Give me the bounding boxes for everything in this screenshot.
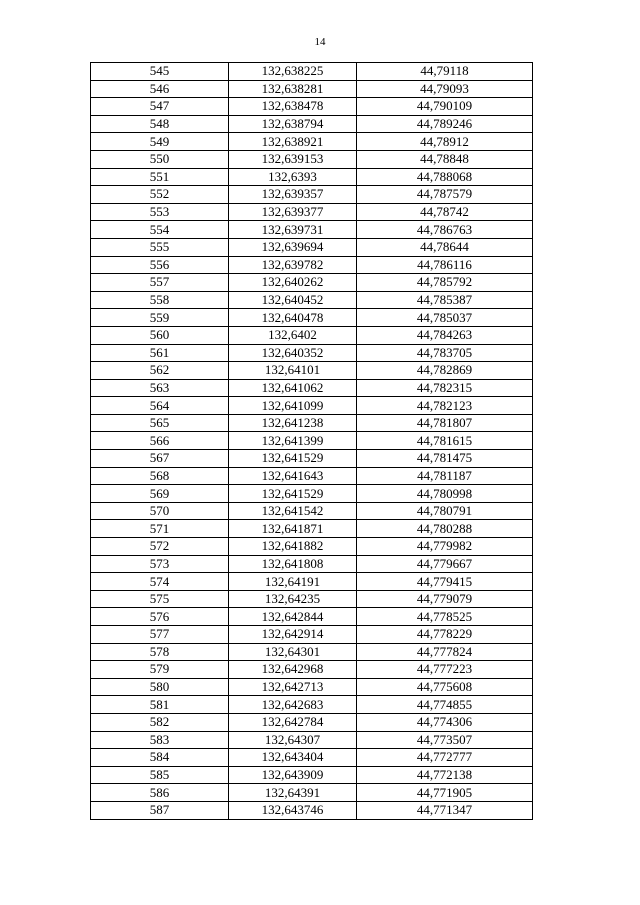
latitude-cell: 44,779415 xyxy=(357,573,533,591)
table-row xyxy=(91,784,533,802)
point-number-cell: 569 xyxy=(91,485,229,503)
point-number-cell: 576 xyxy=(91,608,229,626)
point-number-cell: 557 xyxy=(91,274,229,292)
table-row xyxy=(91,203,533,221)
latitude-cell: 44,788068 xyxy=(357,168,533,186)
point-number-cell: 547 xyxy=(91,98,229,116)
latitude-cell: 44,786763 xyxy=(357,221,533,239)
table-row xyxy=(91,713,533,731)
point-number-cell: 562 xyxy=(91,362,229,380)
table-row xyxy=(91,133,533,151)
longitude-cell: 132,641882 xyxy=(229,538,357,556)
longitude-cell: 132,639357 xyxy=(229,186,357,204)
table-row xyxy=(91,414,533,432)
latitude-cell: 44,772138 xyxy=(357,766,533,784)
latitude-cell: 44,789246 xyxy=(357,115,533,133)
latitude-cell: 44,78912 xyxy=(357,133,533,151)
point-number-cell: 586 xyxy=(91,784,229,802)
latitude-cell: 44,771347 xyxy=(357,801,533,819)
table-row xyxy=(91,678,533,696)
point-number-cell: 581 xyxy=(91,696,229,714)
table-row xyxy=(91,661,533,679)
longitude-cell: 132,642968 xyxy=(229,661,357,679)
point-number-cell: 551 xyxy=(91,168,229,186)
table-row xyxy=(91,274,533,292)
longitude-cell: 132,64101 xyxy=(229,362,357,380)
latitude-cell: 44,785792 xyxy=(357,274,533,292)
point-number-cell: 563 xyxy=(91,379,229,397)
table-row xyxy=(91,80,533,98)
table-row xyxy=(91,256,533,274)
latitude-cell: 44,78742 xyxy=(357,203,533,221)
point-number-cell: 552 xyxy=(91,186,229,204)
page-number: 14 xyxy=(314,36,326,48)
point-number-cell: 558 xyxy=(91,291,229,309)
point-number-cell: 548 xyxy=(91,115,229,133)
latitude-cell: 44,773507 xyxy=(357,731,533,749)
point-number-cell: 560 xyxy=(91,326,229,344)
table-row xyxy=(91,344,533,362)
table-row xyxy=(91,520,533,538)
point-number-cell: 574 xyxy=(91,573,229,591)
latitude-cell: 44,780998 xyxy=(357,485,533,503)
point-number-cell: 565 xyxy=(91,414,229,432)
longitude-cell: 132,638225 xyxy=(229,63,357,81)
point-number-cell: 573 xyxy=(91,555,229,573)
point-number-cell: 570 xyxy=(91,502,229,520)
longitude-cell: 132,639153 xyxy=(229,150,357,168)
longitude-cell: 132,64301 xyxy=(229,643,357,661)
longitude-cell: 132,640262 xyxy=(229,274,357,292)
table-row xyxy=(91,538,533,556)
point-number-cell: 579 xyxy=(91,661,229,679)
latitude-cell: 44,783705 xyxy=(357,344,533,362)
latitude-cell: 44,782123 xyxy=(357,397,533,415)
point-number-cell: 555 xyxy=(91,238,229,256)
point-number-cell: 554 xyxy=(91,221,229,239)
longitude-cell: 132,6402 xyxy=(229,326,357,344)
point-number-cell: 564 xyxy=(91,397,229,415)
point-number-cell: 585 xyxy=(91,766,229,784)
longitude-cell: 132,64191 xyxy=(229,573,357,591)
table-row xyxy=(91,731,533,749)
latitude-cell: 44,779079 xyxy=(357,590,533,608)
point-number-cell: 571 xyxy=(91,520,229,538)
point-number-cell: 580 xyxy=(91,678,229,696)
table-row xyxy=(91,98,533,116)
longitude-cell: 132,641399 xyxy=(229,432,357,450)
longitude-cell: 132,640452 xyxy=(229,291,357,309)
longitude-cell: 132,641238 xyxy=(229,414,357,432)
latitude-cell: 44,774855 xyxy=(357,696,533,714)
point-number-cell: 567 xyxy=(91,450,229,468)
latitude-cell: 44,78644 xyxy=(357,238,533,256)
longitude-cell: 132,641871 xyxy=(229,520,357,538)
point-number-cell: 550 xyxy=(91,150,229,168)
point-number-cell: 545 xyxy=(91,63,229,81)
latitude-cell: 44,781807 xyxy=(357,414,533,432)
table-row xyxy=(91,115,533,133)
latitude-cell: 44,778229 xyxy=(357,626,533,644)
longitude-cell: 132,641529 xyxy=(229,450,357,468)
table-row xyxy=(91,379,533,397)
latitude-cell: 44,784263 xyxy=(357,326,533,344)
latitude-cell: 44,781187 xyxy=(357,467,533,485)
latitude-cell: 44,785387 xyxy=(357,291,533,309)
latitude-cell: 44,779982 xyxy=(357,538,533,556)
longitude-cell: 132,642784 xyxy=(229,713,357,731)
latitude-cell: 44,781475 xyxy=(357,450,533,468)
longitude-cell: 132,64391 xyxy=(229,784,357,802)
point-number-cell: 568 xyxy=(91,467,229,485)
table-row xyxy=(91,309,533,327)
table-row xyxy=(91,450,533,468)
latitude-cell: 44,779667 xyxy=(357,555,533,573)
table-row xyxy=(91,221,533,239)
longitude-cell: 132,6393 xyxy=(229,168,357,186)
coordinates-table-body xyxy=(91,63,533,820)
table-row xyxy=(91,590,533,608)
table-row xyxy=(91,696,533,714)
point-number-cell: 572 xyxy=(91,538,229,556)
table-row xyxy=(91,749,533,767)
longitude-cell: 132,638478 xyxy=(229,98,357,116)
longitude-cell: 132,643404 xyxy=(229,749,357,767)
longitude-cell: 132,641808 xyxy=(229,555,357,573)
longitude-cell: 132,639731 xyxy=(229,221,357,239)
table-row xyxy=(91,432,533,450)
longitude-cell: 132,641529 xyxy=(229,485,357,503)
point-number-cell: 584 xyxy=(91,749,229,767)
latitude-cell: 44,786116 xyxy=(357,256,533,274)
longitude-cell: 132,641062 xyxy=(229,379,357,397)
table-row xyxy=(91,168,533,186)
longitude-cell: 132,638921 xyxy=(229,133,357,151)
latitude-cell: 44,772777 xyxy=(357,749,533,767)
latitude-cell: 44,79118 xyxy=(357,63,533,81)
point-number-cell: 566 xyxy=(91,432,229,450)
longitude-cell: 132,643909 xyxy=(229,766,357,784)
point-number-cell: 553 xyxy=(91,203,229,221)
table-row xyxy=(91,63,533,81)
table-row xyxy=(91,766,533,784)
latitude-cell: 44,78848 xyxy=(357,150,533,168)
latitude-cell: 44,782315 xyxy=(357,379,533,397)
longitude-cell: 132,641099 xyxy=(229,397,357,415)
table-row xyxy=(91,608,533,626)
table-row xyxy=(91,801,533,819)
point-number-cell: 578 xyxy=(91,643,229,661)
table-row xyxy=(91,397,533,415)
longitude-cell: 132,640478 xyxy=(229,309,357,327)
point-number-cell: 587 xyxy=(91,801,229,819)
table-row xyxy=(91,326,533,344)
point-number-cell: 582 xyxy=(91,713,229,731)
latitude-cell: 44,778525 xyxy=(357,608,533,626)
latitude-cell: 44,785037 xyxy=(357,309,533,327)
point-number-cell: 577 xyxy=(91,626,229,644)
table-row xyxy=(91,485,533,503)
latitude-cell: 44,79093 xyxy=(357,80,533,98)
point-number-cell: 549 xyxy=(91,133,229,151)
latitude-cell: 44,780791 xyxy=(357,502,533,520)
table-row xyxy=(91,467,533,485)
table-row xyxy=(91,643,533,661)
point-number-cell: 559 xyxy=(91,309,229,327)
point-number-cell: 575 xyxy=(91,590,229,608)
longitude-cell: 132,642683 xyxy=(229,696,357,714)
latitude-cell: 44,790109 xyxy=(357,98,533,116)
table-row xyxy=(91,502,533,520)
longitude-cell: 132,641542 xyxy=(229,502,357,520)
table-row xyxy=(91,555,533,573)
longitude-cell: 132,64307 xyxy=(229,731,357,749)
coordinates-table xyxy=(90,62,533,820)
latitude-cell: 44,777824 xyxy=(357,643,533,661)
longitude-cell: 132,642713 xyxy=(229,678,357,696)
longitude-cell: 132,639782 xyxy=(229,256,357,274)
latitude-cell: 44,781615 xyxy=(357,432,533,450)
latitude-cell: 44,774306 xyxy=(357,713,533,731)
longitude-cell: 132,639377 xyxy=(229,203,357,221)
longitude-cell: 132,638794 xyxy=(229,115,357,133)
latitude-cell: 44,771905 xyxy=(357,784,533,802)
table-row xyxy=(91,573,533,591)
latitude-cell: 44,777223 xyxy=(357,661,533,679)
longitude-cell: 132,640352 xyxy=(229,344,357,362)
table-row xyxy=(91,238,533,256)
longitude-cell: 132,642914 xyxy=(229,626,357,644)
longitude-cell: 132,638281 xyxy=(229,80,357,98)
latitude-cell: 44,787579 xyxy=(357,186,533,204)
point-number-cell: 561 xyxy=(91,344,229,362)
latitude-cell: 44,780288 xyxy=(357,520,533,538)
latitude-cell: 44,782869 xyxy=(357,362,533,380)
longitude-cell: 132,643746 xyxy=(229,801,357,819)
table-row xyxy=(91,291,533,309)
latitude-cell: 44,775608 xyxy=(357,678,533,696)
point-number-cell: 556 xyxy=(91,256,229,274)
table-row xyxy=(91,150,533,168)
table-row xyxy=(91,626,533,644)
longitude-cell: 132,641643 xyxy=(229,467,357,485)
table-row xyxy=(91,186,533,204)
longitude-cell: 132,642844 xyxy=(229,608,357,626)
point-number-cell: 583 xyxy=(91,731,229,749)
longitude-cell: 132,64235 xyxy=(229,590,357,608)
table-row xyxy=(91,362,533,380)
longitude-cell: 132,639694 xyxy=(229,238,357,256)
point-number-cell: 546 xyxy=(91,80,229,98)
